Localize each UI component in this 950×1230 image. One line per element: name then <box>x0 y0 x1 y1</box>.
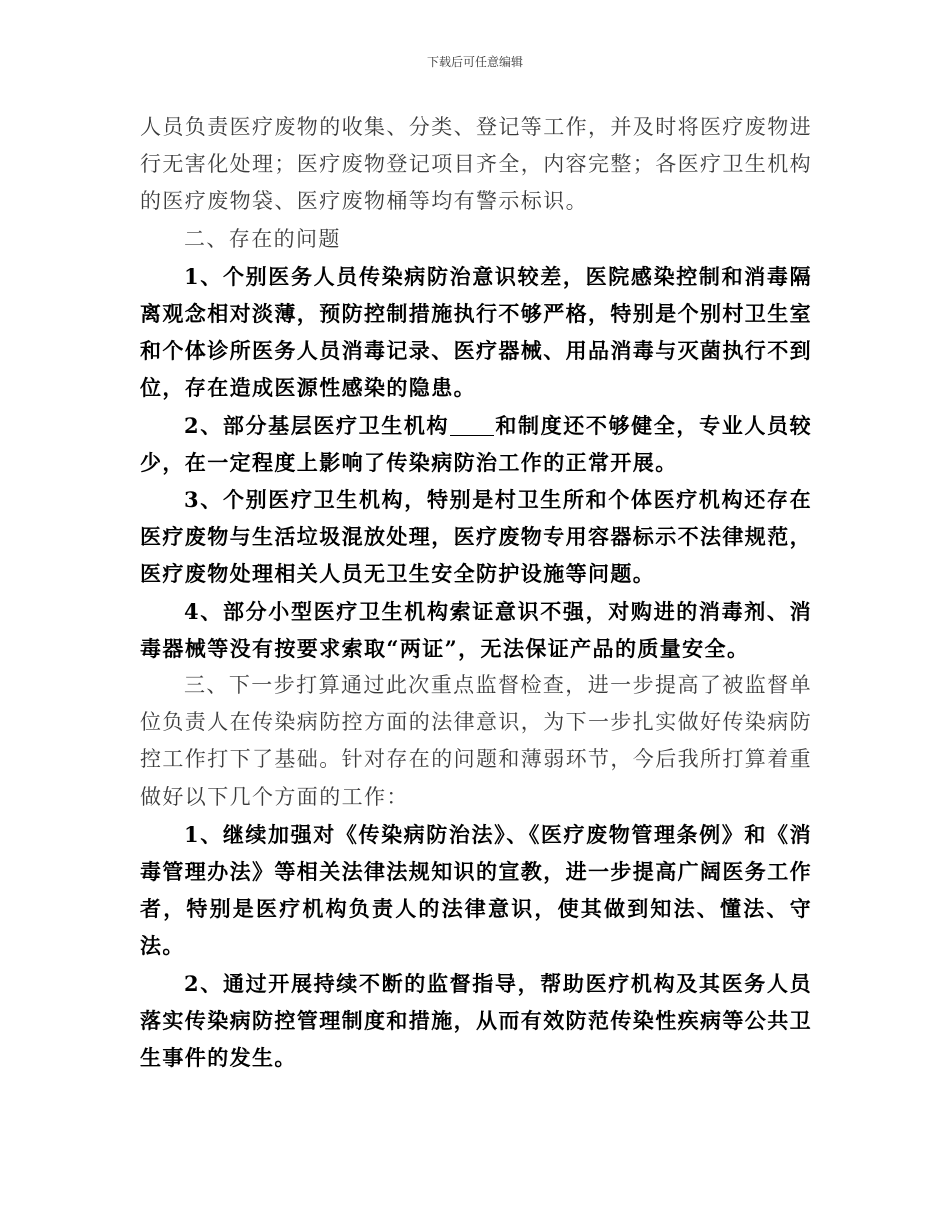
paragraph-problem-4: 4、部分小型医疗卫生机构索证意识不强，对购进的消毒剂、消毒器械等没有按要求索取“两证”，无法保证产品的质量安全。 <box>140 598 812 661</box>
document-body <box>140 109 812 1076</box>
paragraph-medical-waste-handling: 人员负责医疗废物的收集、分类、登记等工作，并及时将医疗废物进行无害化处理；医疗废物登记项目齐全，内容完整；各医疗卫生机构的医疗废物袋、医疗废物桶等均有警示标识。 <box>140 115 812 214</box>
section-heading-existing-problems: 二、存在的问题 <box>184 226 341 251</box>
problem-2-text-after: 和制度还不够健全，专业人员较少，在一定程度上影响了传染病防治工作的正常开展。 <box>140 412 812 475</box>
page-header-note: 下载后可任意编辑 <box>426 55 523 69</box>
paragraph-plan-2: 2、通过开展持续不断的监督指导，帮助医疗机构及其医务人员落实传染病防控管理制度和措施，从而有效防范传染性疾病等公共卫生事件的发生。 <box>140 970 812 1071</box>
paragraph-next-steps: 三、下一步打算通过此次重点监督检查，进一步提高了被监督单位负责人在传染病防控方面的法律意识，为下一步扎实做好传染病防控工作打下了基础。针对存在的问题和薄弱环节，今后我所打算着重做好以下几个方面的工作： <box>140 673 812 809</box>
paragraph-problem-2 <box>140 407 812 481</box>
problem-2-text-before: 2、部分基层医疗卫生机构 <box>184 412 450 438</box>
paragraph-problem-3: 3、个别医疗卫生机构，特别是村卫生所和个体医疗机构还存在医疗废物与生活垃圾混放处理，医疗废物专用容器标示不法律规范，医疗废物处理相关人员无卫生安全防护设施等问题。 <box>140 487 812 587</box>
paragraph-problem-1: 1、个别医务人员传染病防治意识较差，医院感染控制和消毒隔离观念相对淡薄，预防控制措施执行不够严格，特别是个别村卫生室和个体诊所医务人员消毒记录、医疗器械、用品消毒与灭菌执行不到位，存在造成医源性感染的隐患。 <box>140 263 812 401</box>
blank-underline <box>450 415 494 436</box>
paragraph-plan-1: 1、继续加强对《传染病防治法》、《医疗废物管理条例》和《消毒管理办法》等相关法律法规知识的宣教，进一步提高广阔医务工作者，特别是医疗机构负责人的法律意识，使其做到知法、懂法、守法。 <box>140 821 812 959</box>
